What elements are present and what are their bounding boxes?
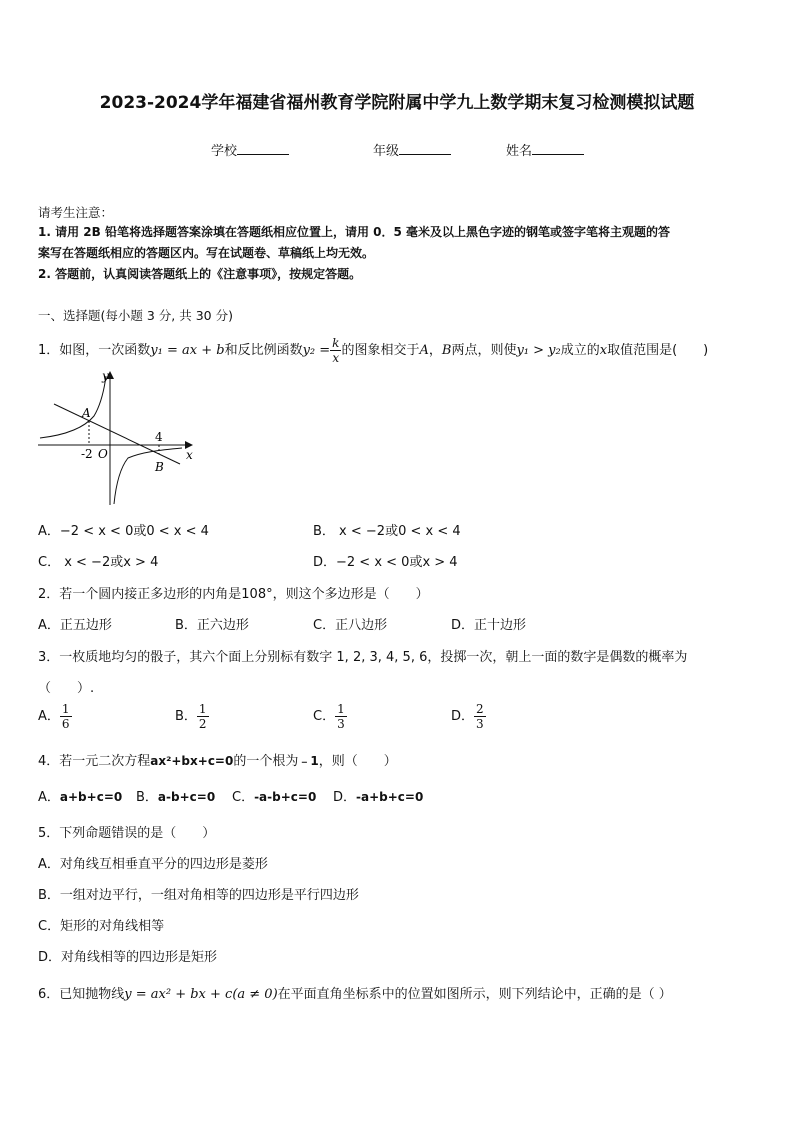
- q1-option-a[interactable]: A．−2 < x < 0或0 < x < 4: [38, 524, 209, 539]
- note-line-3: 2. 答题前，认真阅读答题纸上的《注意事项》，按规定答题。: [38, 267, 362, 281]
- q1-option-d[interactable]: D．−2 < x < 0或x > 4: [313, 555, 458, 570]
- q3-c-denominator: 3: [337, 717, 345, 731]
- q4-text-1: 4．若一元二次方程: [38, 754, 151, 769]
- graph-y-label: y: [102, 369, 109, 383]
- q3-option-a-label: A．: [38, 709, 60, 724]
- hyperbola-branch-left: [40, 376, 106, 438]
- q3-option-c-label: C．: [313, 709, 336, 724]
- q1-inverse-function: y₂ =: [302, 343, 331, 358]
- graph-point-a-label: A: [82, 406, 91, 420]
- question-3-stem-line-2: （ ）.: [38, 681, 95, 696]
- question-5-stem: 5．下列命题错误的是（ ）: [38, 826, 216, 841]
- question-1-stem: [38, 336, 708, 365]
- graph-tick-4: 4: [155, 430, 163, 444]
- q4-option-a-text: a+b+c=0: [59, 790, 123, 804]
- q1-inequality: y₁ > y₂: [516, 343, 561, 358]
- question-2-stem: 2．若一个圆内接正多边形的内角是108°，则这个多边形是（ ）: [38, 587, 429, 602]
- q1-text-2: 和反比例函数: [224, 343, 303, 358]
- q1-frac-denominator: x: [332, 351, 340, 365]
- grade-field[interactable]: [373, 140, 451, 159]
- q4-option-a[interactable]: [38, 786, 122, 805]
- q1-linear-function: y₁ = ax + b: [150, 343, 225, 358]
- note-line-2: 案写在答题纸相应的答题区内。写在试题卷、草稿纸上均无效。: [38, 246, 375, 260]
- q1-frac-numerator: k: [332, 336, 340, 350]
- q1-text-5: 成立的: [560, 343, 600, 358]
- q1-point-b: B: [441, 343, 452, 358]
- graph-tick-neg2: -2: [81, 447, 93, 461]
- q4-root: ﹣1: [298, 754, 319, 768]
- q6-text-2: 在平面直角坐标系中的位置如图所示，则下列结论中，正确的是（ ）: [277, 987, 672, 1002]
- q1-x-var: x: [599, 343, 608, 358]
- q3-b-numerator: 1: [198, 702, 207, 716]
- school-label: 学校: [211, 144, 238, 159]
- q4-option-b-label: B．: [136, 790, 158, 805]
- q5-option-a[interactable]: A．对角线互相垂直平分的四边形是菱形: [38, 857, 268, 872]
- q4-equation: ax²+bx+c=0: [150, 754, 234, 768]
- q2-option-a[interactable]: A．正五边形: [38, 618, 112, 633]
- q4-text-3: ，则（ ）: [318, 754, 397, 769]
- question-4-stem: [38, 750, 397, 769]
- q4-option-d-text: -a+b+c=0: [356, 790, 424, 804]
- name-blank[interactable]: [532, 142, 584, 155]
- name-label: 姓名: [506, 144, 533, 159]
- q2-option-d[interactable]: D．正十边形: [451, 618, 527, 633]
- q3-a-numerator: 1: [61, 702, 70, 716]
- grade-blank[interactable]: [399, 142, 451, 155]
- graph-origin-label: O: [98, 447, 108, 461]
- q3-d-denominator: 3: [476, 717, 484, 731]
- q4-option-a-label: A．: [38, 790, 60, 805]
- q4-option-c[interactable]: [232, 786, 316, 805]
- q6-parabola-equation: y = ax² + bx + c(a ≠ 0): [124, 987, 278, 1002]
- q3-option-a-fraction: [60, 702, 72, 731]
- q4-option-b[interactable]: [136, 786, 215, 805]
- q5-option-d[interactable]: D．对角线相等的四边形是矩形: [38, 950, 218, 965]
- page-title: 2023-2024学年福建省福州教育学院附属中学九上数学期末复习检测模拟试题: [99, 93, 695, 113]
- q3-b-denominator: 2: [198, 717, 207, 731]
- q2-option-b[interactable]: B．正六边形: [175, 618, 249, 633]
- q1-option-c[interactable]: C． x < −2或x > 4: [38, 555, 159, 570]
- q5-option-c[interactable]: C．矩形的对角线相等: [38, 919, 165, 934]
- question-3-stem-line-1: 3．一枚质地均匀的骰子，其六个面上分别标有数字 1, 2, 3, 4, 5, 6，投掷一次，朝上一面的数字是偶数的概率为: [38, 650, 688, 665]
- q2-option-c[interactable]: C．正八边形: [313, 618, 388, 633]
- q1-text-3: 的图象相交于: [341, 343, 420, 358]
- q3-option-a[interactable]: [38, 702, 72, 731]
- q1-point-a: A: [419, 343, 429, 358]
- notes-header: 请考生注意：: [38, 205, 114, 220]
- q5-option-b[interactable]: B．一组对边平行，一组对角相等的四边形是平行四边形: [38, 888, 359, 903]
- q1-k-over-x: [330, 336, 341, 365]
- school-blank[interactable]: [237, 142, 289, 155]
- q4-option-d[interactable]: [333, 786, 423, 805]
- q1-text-6: 取值范围是( ): [607, 343, 709, 358]
- q3-c-numerator: 1: [337, 702, 345, 716]
- note-line-1: 1. 请用 2B 铅笔将选择题答案涂填在答题纸相应位置上，请用 0．5 毫米及以上黑色字迹的钢笔或签字笔将主观题的答: [38, 225, 670, 239]
- grade-label: 年级: [373, 144, 400, 159]
- q3-option-b-label: B．: [175, 709, 197, 724]
- section-heading: 一、选择题(每小题 3 分, 共 30 分): [38, 308, 233, 323]
- school-field[interactable]: [211, 140, 289, 159]
- q4-option-c-label: C．: [232, 790, 255, 805]
- q3-a-denominator: 6: [61, 717, 70, 731]
- q1-text-1: 1．如图，一次函数: [38, 343, 151, 358]
- q4-option-d-label: D．: [333, 790, 357, 805]
- q1-option-b[interactable]: B． x < −2或0 < x < 4: [313, 524, 461, 539]
- q3-option-c-fraction: [335, 702, 347, 731]
- q4-text-2: 的一个根为: [233, 754, 299, 769]
- q6-text-1: 6．已知抛物线: [38, 987, 125, 1002]
- graph-point-b-label: B: [155, 460, 164, 474]
- q4-option-c-text: -a-b+c=0: [254, 790, 317, 804]
- q3-d-numerator: 2: [476, 702, 484, 716]
- q4-option-b-text: a-b+c=0: [157, 790, 216, 804]
- question-6-stem: [38, 983, 672, 1002]
- q1-graph: [36, 366, 196, 508]
- name-field[interactable]: [506, 140, 584, 159]
- hyperbola-branch-right: [114, 448, 182, 504]
- q3-option-d-fraction: [474, 702, 486, 731]
- q3-option-c[interactable]: [313, 702, 347, 731]
- q3-option-d-label: D．: [451, 709, 475, 724]
- q3-option-b-fraction: [197, 702, 209, 731]
- q1-text-4: 两点，则使: [451, 343, 517, 358]
- q3-option-d[interactable]: [451, 702, 486, 731]
- graph-x-label: x: [186, 448, 193, 462]
- q3-option-b[interactable]: [175, 702, 209, 731]
- q1-comma: ，: [428, 343, 442, 358]
